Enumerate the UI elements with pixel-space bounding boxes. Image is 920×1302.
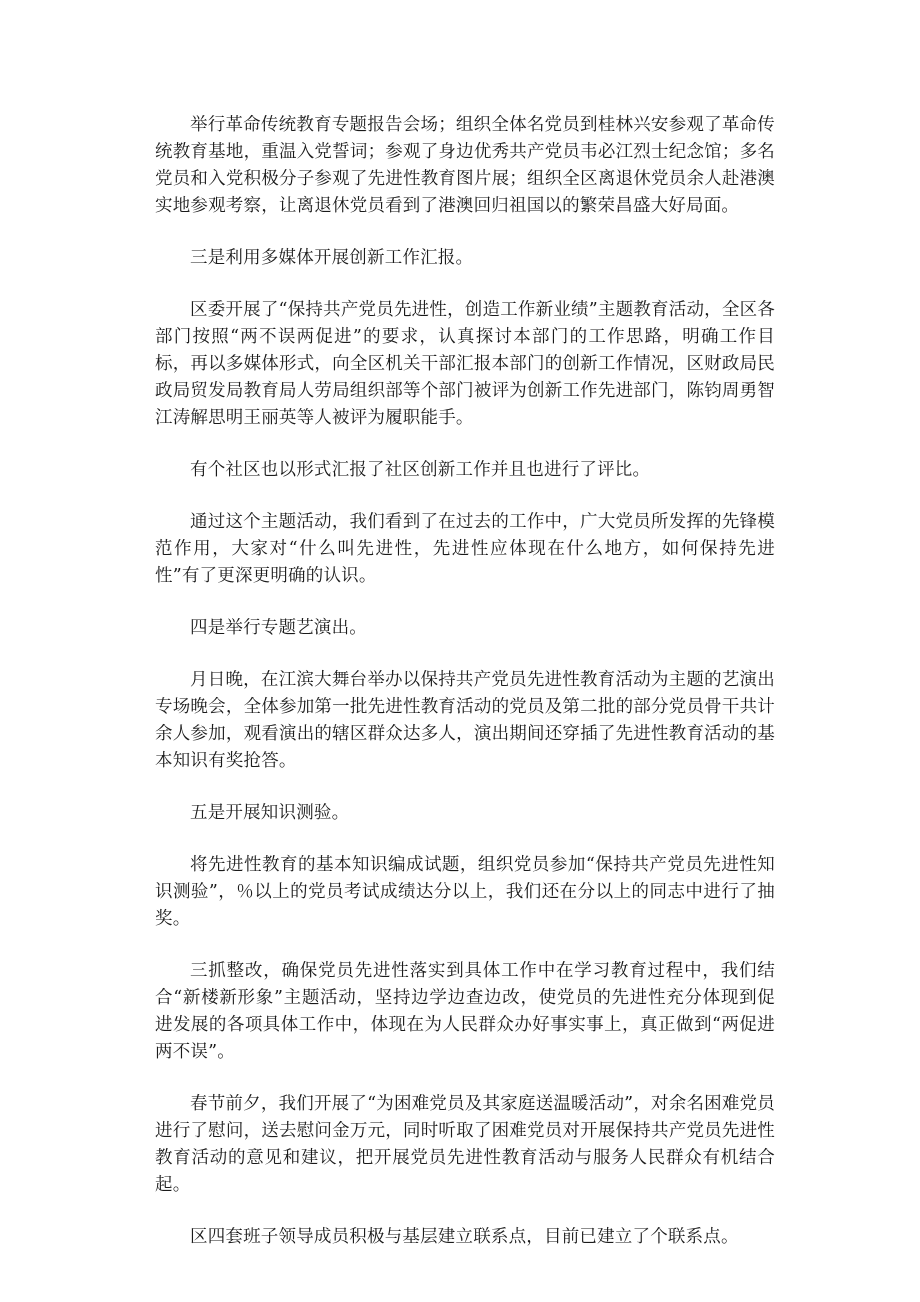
section-heading-5: 五是开展知识测验。 <box>190 803 350 823</box>
paragraph-11: 春节前夕，我们开展了“为困难党员及其家庭送温暖活动”，对余名困难党员进行了慰问，送去慰问金万元，同时听取了困难党员对开展保持共产党员先进性教育活动的意见和建议，把开展党员先进性教育活动与服务人民群众有机结合起。 <box>155 1094 775 1195</box>
paragraph-1: 举行革命传统教育专题报告会场；组织全体名党员到桂林兴安参观了革命传统教育基地，重温入党誓词；参观了身边优秀共产党员韦必江烈士纪念馆；多名党员和入党积极分子参观了先进性教育图片展；组织全区离退休党员余人赴港澳实地参观考察，让离退休党员看到了港澳回归祖国以的繁荣昌盛大好局面。 <box>155 115 775 216</box>
section-heading-4: 四是举行专题艺演出。 <box>190 618 367 638</box>
paragraph-3: 区委开展了“保持共产党员先进性，创造工作新业绩”主题教育活动，全区各部门按照“两不误两促进”的要求，认真探讨本部门的工作思路，明确工作目标，再以多媒体形式，向全区机关干部汇报本部门的创新工作情况，区财政局民政局贸发局教育局人劳局组织部等个部门被评为创新工作先进部门，陈钧周勇智江涛解思明王丽英等人被评为履职能手。 <box>155 300 775 428</box>
paragraph-7: 月日晚，在江滨大舞台举办以保持共产党员先进性教育活动为主题的艺演出专场晚会，全体参加第一批先进性教育活动的党员及第二批的部分党员骨干共计余人参加，观看演出的辖区群众达多人，演出期间还穿插了先进性教育活动的基本知识有奖抢答。 <box>155 670 775 771</box>
paragraph-5: 通过这个主题活动，我们看到了在过去的工作中，广大党员所发挥的先锋模范作用，大家对“什么叫先进性，先进性应体现在什么地方，如何保持先进性”有了更深更明确的认识。 <box>155 512 775 586</box>
section-heading-3: 三是利用多媒体开展创新工作汇报。 <box>190 248 474 268</box>
paragraph-4: 有个社区也以形式汇报了社区创新工作并且也进行了评比。 <box>190 460 651 480</box>
paragraph-9: 将先进性教育的基本知识编成试题，组织党员参加“保持共产党员先进性知识测验”，％以上的党员考试成绩达分以上，我们还在分以上的同志中进行了抽奖。 <box>155 855 775 929</box>
paragraph-12: 区四套班子领导成员积极与基层建立联系点，目前已建立了个联系点。 <box>190 1227 739 1247</box>
paragraph-10: 三抓整改，确保党员先进性落实到具体工作中在学习教育过程中，我们结合“新楼新形象”主题活动，坚持边学边查边改，使党员的先进性充分体现到促进发展的各项具体工作中，体现在为人民群众办好事实事上，真正做到“两促进两不误”。 <box>155 961 775 1062</box>
document-body <box>155 112 775 1276</box>
